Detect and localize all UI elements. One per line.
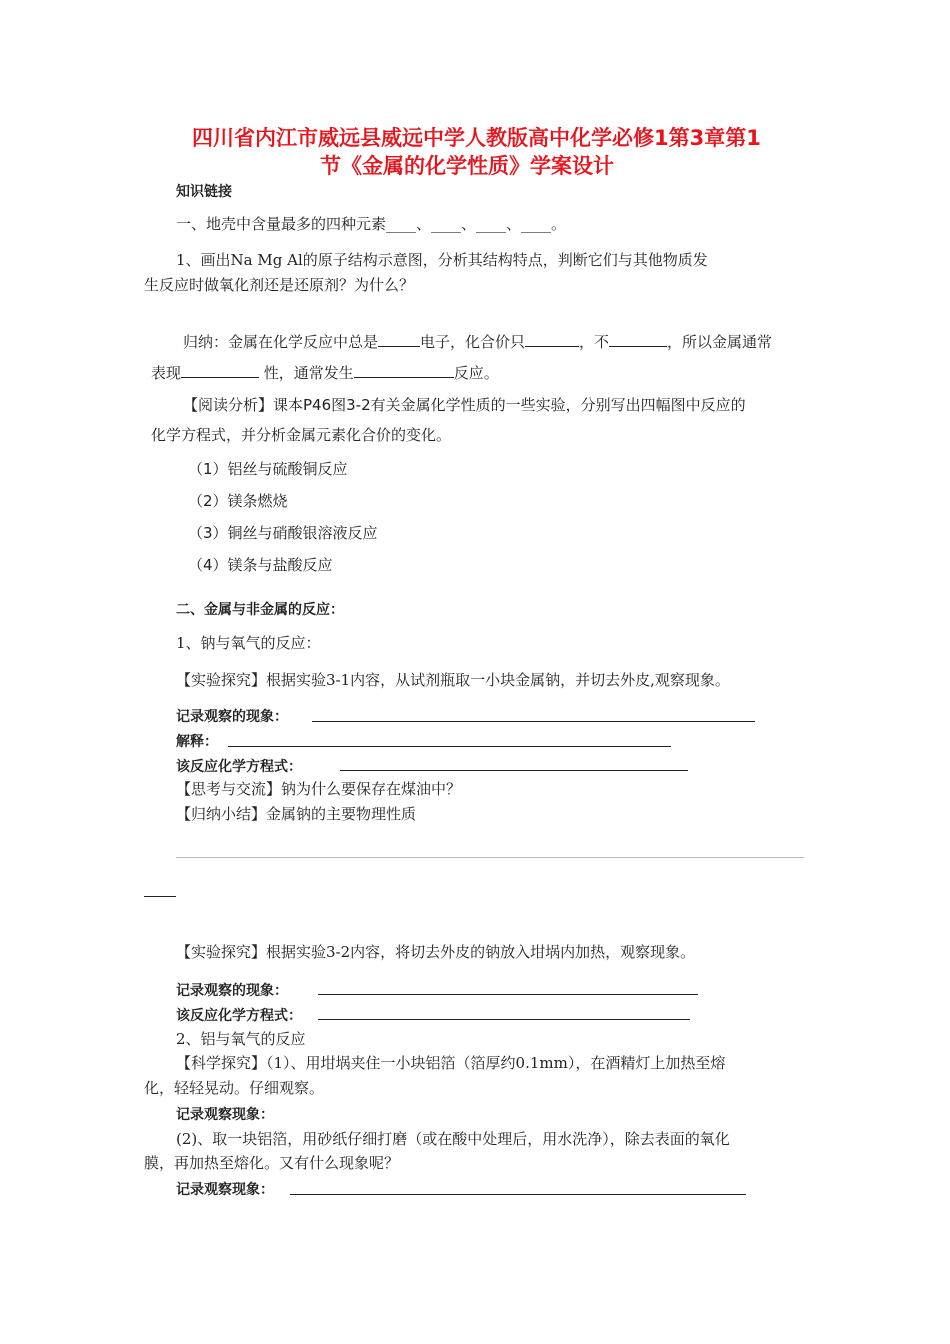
summary2-text-c: 反应。: [453, 364, 499, 382]
question-four-elements: 一、地壳中含量最多的四种元素____、____、____、____。: [176, 215, 567, 233]
section-metal-nonmetal: 二、金属与非金属的反应：: [176, 602, 344, 618]
experiment-3-1: 【实验探究】根据实验3-1内容，从试剂瓶取一小块金属钠，并切去外皮,观察现象。: [176, 671, 730, 689]
blank[interactable]: [525, 332, 579, 347]
answer-line[interactable]: [318, 994, 698, 995]
record-observation-label-2: 记录观察现象：: [176, 1182, 274, 1198]
equation-label: 该反应化学方程式：: [176, 759, 302, 775]
reading-analysis-line-1: 【阅读分析】课本P46图3-2有关金属化学性质的一些实验，分别写出四幅图中反应的: [183, 396, 746, 414]
think-and-discuss: 【思考与交流】钠为什么要保存在煤油中？: [176, 780, 462, 798]
explain-label: 解释：: [176, 734, 218, 750]
summary-text-d: ，所以金属通常: [667, 333, 773, 351]
blank[interactable]: [609, 332, 667, 347]
reaction-item: （1）铝丝与硫酸铜反应: [188, 460, 348, 478]
summary-line-2: [151, 363, 499, 383]
reaction-item: （2）镁条燃烧: [188, 492, 288, 510]
summary2-text-b: 性，通常发生: [259, 364, 354, 382]
summary2-text-a: 表现: [151, 364, 182, 382]
title-line-2: 节《金属的化学性质》学案设计: [320, 154, 614, 178]
title-line-1: 四川省内江市威远县威远中学人教版高中化学必修1第3章第1: [192, 126, 761, 150]
section-knowledge-link: 知识链接: [176, 184, 232, 200]
blank[interactable]: [354, 363, 454, 378]
sub-aluminum-oxygen: 2、铝与氧气的反应: [176, 1030, 306, 1048]
blank[interactable]: [378, 332, 420, 347]
answer-line[interactable]: [290, 1194, 746, 1195]
record-observation-label: 记录观察现象：: [176, 1107, 274, 1123]
reaction-item: （3）铜丝与硝酸银溶液反应: [188, 524, 378, 542]
science-explore-line-2: 化，轻轻晃动。仔细观察。: [144, 1079, 325, 1097]
experiment-3-2: 【实验探究】根据实验3-2内容，将切去外皮的钠放入坩埚内加热，观察现象。: [176, 943, 696, 961]
summary-text-b: 电子，化合价只: [420, 333, 526, 351]
summary-line-1: [183, 332, 772, 352]
step-2-line-2: 膜，再加热至熔化。又有什么现象呢？: [144, 1154, 400, 1172]
equation-label-2: 该反应化学方程式：: [176, 1008, 302, 1024]
answer-line[interactable]: [340, 770, 688, 771]
summary-text-c: ，不: [579, 333, 610, 351]
step-2-line-1: (2)、取一块铝箔，用砂纸仔细打磨（或在酸中处理后，用水洗净），除去表面的氧化: [176, 1130, 730, 1148]
answer-line[interactable]: [144, 896, 176, 897]
induce-summary: 【归纳小结】金属钠的主要物理性质: [176, 805, 417, 823]
summary-text-a: 归纳：金属在化学反应中总是: [183, 333, 379, 351]
divider: [176, 857, 804, 858]
answer-line[interactable]: [318, 1019, 690, 1020]
answer-line[interactable]: [228, 746, 671, 747]
science-explore-line-1: 【科学探究】（1）、用坩埚夹住一小块铝箔（箔厚约0.1mm），在酒精灯上加热至熔: [176, 1054, 726, 1072]
reaction-item: （4）镁条与盐酸反应: [188, 556, 333, 574]
question-atom-structure-line-2: 生反应时做氧化剂还是还原剂？为什么？: [144, 276, 415, 294]
question-atom-structure-line-1: 1、画出Na Mg Al的原子结构示意图，分析其结构特点，判断它们与其他物质发: [176, 251, 708, 269]
record-phenomenon-label: 记录观察的现象：: [176, 709, 288, 725]
record-phenomenon-label-2: 记录观察的现象：: [176, 983, 288, 999]
blank[interactable]: [181, 363, 259, 378]
reading-analysis-line-2: 化学方程式，并分析金属元素化合价的变化。: [151, 426, 452, 444]
answer-line[interactable]: [312, 721, 755, 722]
sub-sodium-oxygen: 1、钠与氧气的反应：: [176, 634, 321, 652]
